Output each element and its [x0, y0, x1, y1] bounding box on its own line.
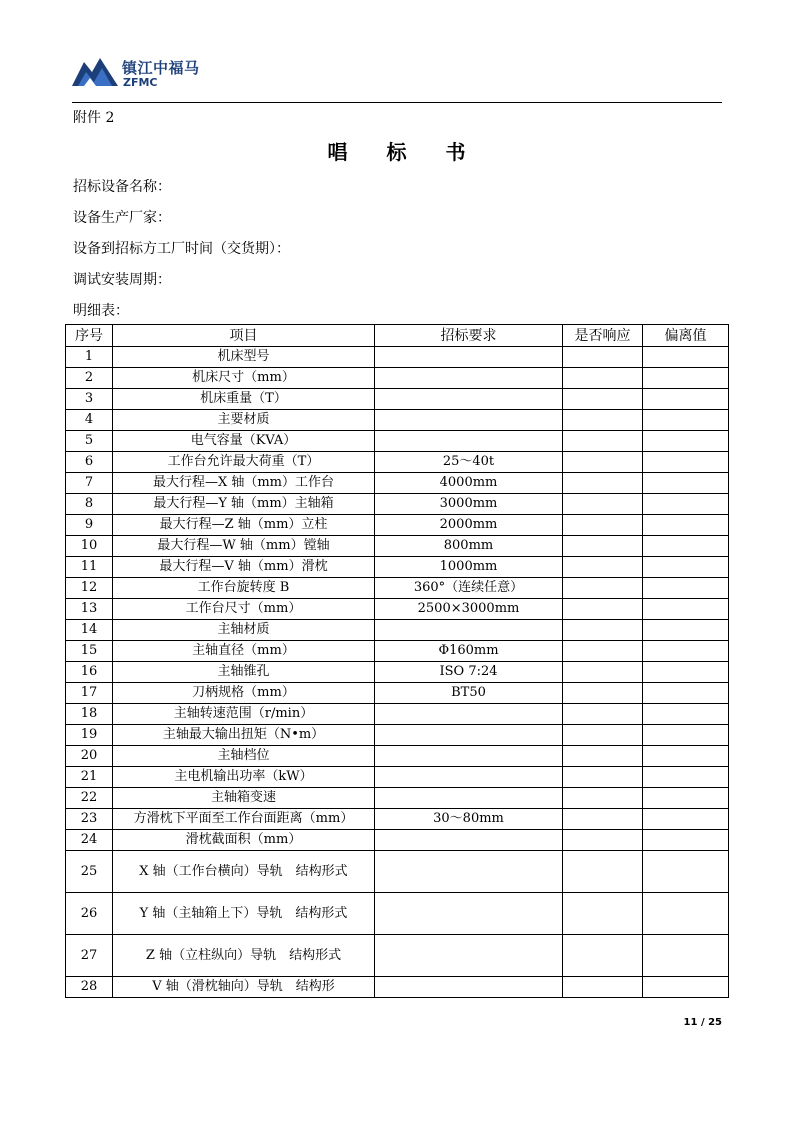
table-row [66, 599, 729, 620]
row-response-cell [563, 578, 643, 599]
table-row [66, 977, 729, 998]
table-row [66, 767, 729, 788]
row-deviation-cell [643, 620, 729, 641]
table-row [66, 662, 729, 683]
table-row [66, 935, 729, 977]
header-divider [72, 102, 722, 103]
table-row [66, 536, 729, 557]
row-deviation-cell [643, 578, 729, 599]
row-requirement-cell [375, 704, 563, 725]
row-response-cell [563, 935, 643, 977]
table-row [66, 725, 729, 746]
table-row [66, 557, 729, 578]
field-installation-period: 调试安装周期： [73, 272, 171, 288]
row-requirement-cell [375, 977, 563, 998]
table-body [66, 347, 729, 998]
row-deviation-cell [643, 809, 729, 830]
table-row [66, 515, 729, 536]
row-number-cell: 15 [66, 641, 113, 662]
row-response-cell [563, 515, 643, 536]
row-response-cell [563, 851, 643, 893]
row-requirement-cell: 30～80mm [375, 809, 563, 830]
row-number-cell: 6 [66, 452, 113, 473]
row-requirement-cell [375, 893, 563, 935]
row-response-cell [563, 830, 643, 851]
row-response-cell [563, 809, 643, 830]
table-row [66, 494, 729, 515]
row-number-cell: 25 [66, 851, 113, 893]
row-number-cell: 20 [66, 746, 113, 767]
row-response-cell [563, 410, 643, 431]
row-item-cell: 最大行程—V 轴（mm）滑枕 [113, 557, 375, 578]
field-equipment-name: 招标设备名称： [73, 179, 171, 195]
row-requirement-cell [375, 767, 563, 788]
row-response-cell [563, 746, 643, 767]
row-requirement-cell: 1000mm [375, 557, 563, 578]
row-item-cell: 主轴转速范围（r/min） [113, 704, 375, 725]
row-requirement-cell: 3000mm [375, 494, 563, 515]
page-number: 11 / 25 [683, 1017, 722, 1028]
row-deviation-cell [643, 746, 729, 767]
table-row [66, 704, 729, 725]
row-number-cell: 3 [66, 389, 113, 410]
row-deviation-cell [643, 767, 729, 788]
field-manufacturer: 设备生产厂家： [73, 210, 171, 226]
row-number-cell: 10 [66, 536, 113, 557]
row-item-cell: 最大行程—X 轴（mm）工作台 [113, 473, 375, 494]
row-number-cell: 17 [66, 683, 113, 704]
row-number-cell: 13 [66, 599, 113, 620]
header-requirement: 招标要求 [375, 325, 563, 347]
row-number-cell: 4 [66, 410, 113, 431]
table-row [66, 368, 729, 389]
row-requirement-cell: 2500×3000mm [375, 599, 563, 620]
row-number-cell: 19 [66, 725, 113, 746]
table-row [66, 830, 729, 851]
row-requirement-cell [375, 746, 563, 767]
row-response-cell [563, 977, 643, 998]
row-number-cell: 5 [66, 431, 113, 452]
row-number-cell: 16 [66, 662, 113, 683]
header-item: 项目 [113, 325, 375, 347]
row-requirement-cell: 360°（连续任意） [375, 578, 563, 599]
table-row [66, 620, 729, 641]
table-row [66, 746, 729, 767]
row-deviation-cell [643, 662, 729, 683]
row-deviation-cell [643, 515, 729, 536]
row-requirement-cell [375, 725, 563, 746]
table-header-row [66, 325, 729, 347]
row-requirement-cell [375, 431, 563, 452]
row-response-cell [563, 641, 643, 662]
row-requirement-cell: ISO 7:24 [375, 662, 563, 683]
row-item-cell: V 轴（滑枕轴向）导轨 结构形 [113, 977, 375, 998]
row-requirement-cell: 4000mm [375, 473, 563, 494]
table-row [66, 473, 729, 494]
row-number-cell: 27 [66, 935, 113, 977]
row-deviation-cell [643, 830, 729, 851]
row-response-cell [563, 704, 643, 725]
row-deviation-cell [643, 389, 729, 410]
row-requirement-cell: 800mm [375, 536, 563, 557]
row-requirement-cell: 2000mm [375, 515, 563, 536]
row-requirement-cell [375, 935, 563, 977]
row-deviation-cell [643, 704, 729, 725]
row-item-cell: 电气容量（KVA） [113, 431, 375, 452]
row-item-cell: 刀柄规格（mm） [113, 683, 375, 704]
mountain-logo-icon [72, 56, 118, 86]
row-requirement-cell [375, 830, 563, 851]
row-response-cell [563, 662, 643, 683]
specification-table [65, 324, 729, 998]
row-deviation-cell [643, 410, 729, 431]
row-deviation-cell [643, 536, 729, 557]
row-item-cell: 主轴材质 [113, 620, 375, 641]
row-item-cell: 主轴箱变速 [113, 788, 375, 809]
row-item-cell: 工作台旋转度 B [113, 578, 375, 599]
row-number-cell: 2 [66, 368, 113, 389]
row-item-cell: 最大行程—W 轴（mm）镗轴 [113, 536, 375, 557]
row-response-cell [563, 347, 643, 368]
row-number-cell: 8 [66, 494, 113, 515]
row-deviation-cell [643, 788, 729, 809]
document-title: 唱 标 书 [327, 140, 482, 164]
row-deviation-cell [643, 557, 729, 578]
table-row [66, 893, 729, 935]
row-deviation-cell [643, 725, 729, 746]
row-deviation-cell [643, 599, 729, 620]
row-response-cell [563, 725, 643, 746]
table-row [66, 410, 729, 431]
row-item-cell: 主轴档位 [113, 746, 375, 767]
row-number-cell: 28 [66, 977, 113, 998]
row-deviation-cell [643, 347, 729, 368]
row-response-cell [563, 473, 643, 494]
row-item-cell: 方滑枕下平面至工作台面距离（mm） [113, 809, 375, 830]
row-deviation-cell [643, 494, 729, 515]
row-response-cell [563, 683, 643, 704]
row-requirement-cell [375, 620, 563, 641]
row-item-cell: 主轴直径（mm） [113, 641, 375, 662]
row-number-cell: 26 [66, 893, 113, 935]
row-response-cell [563, 557, 643, 578]
table-row [66, 431, 729, 452]
table-row [66, 578, 729, 599]
row-item-cell: 主要材质 [113, 410, 375, 431]
row-item-cell: 机床尺寸（mm） [113, 368, 375, 389]
row-number-cell: 18 [66, 704, 113, 725]
row-deviation-cell [643, 473, 729, 494]
table-row [66, 641, 729, 662]
table-row [66, 851, 729, 893]
row-item-cell: 工作台尺寸（mm） [113, 599, 375, 620]
field-detail-list: 明细表： [73, 303, 129, 319]
row-response-cell [563, 893, 643, 935]
table-row [66, 788, 729, 809]
row-number-cell: 9 [66, 515, 113, 536]
row-response-cell [563, 620, 643, 641]
row-item-cell: Z 轴（立柱纵向）导轨 结构形式 [113, 935, 375, 977]
field-delivery-time: 设备到招标方工厂时间（交货期）： [73, 241, 290, 257]
row-item-cell: Y 轴（主轴箱上下）导轨 结构形式 [113, 893, 375, 935]
row-response-cell [563, 389, 643, 410]
row-item-cell: 主电机输出功率（kW） [113, 767, 375, 788]
row-requirement-cell: Φ160mm [375, 641, 563, 662]
row-requirement-cell [375, 389, 563, 410]
row-requirement-cell [375, 410, 563, 431]
row-response-cell [563, 494, 643, 515]
row-item-cell: 机床重量（T） [113, 389, 375, 410]
table-row [66, 452, 729, 473]
row-number-cell: 1 [66, 347, 113, 368]
row-item-cell: 工作台允许最大荷重（T） [113, 452, 375, 473]
row-number-cell: 24 [66, 830, 113, 851]
table-row [66, 683, 729, 704]
row-requirement-cell: 25～40t [375, 452, 563, 473]
row-response-cell [563, 536, 643, 557]
logo-chinese-name: 镇江中福马 [122, 59, 200, 77]
header-no: 序号 [66, 325, 113, 347]
row-number-cell: 23 [66, 809, 113, 830]
row-number-cell: 14 [66, 620, 113, 641]
row-deviation-cell [643, 431, 729, 452]
row-item-cell: 最大行程—Y 轴（mm）主轴箱 [113, 494, 375, 515]
row-number-cell: 12 [66, 578, 113, 599]
header-response: 是否响应 [563, 325, 643, 347]
row-response-cell [563, 452, 643, 473]
row-deviation-cell [643, 452, 729, 473]
table-row [66, 347, 729, 368]
attachment-label: 附件 2 [73, 110, 115, 126]
row-deviation-cell [643, 935, 729, 977]
row-requirement-cell [375, 851, 563, 893]
row-number-cell: 7 [66, 473, 113, 494]
row-item-cell: 机床型号 [113, 347, 375, 368]
row-deviation-cell [643, 977, 729, 998]
row-requirement-cell: BT50 [375, 683, 563, 704]
row-item-cell: X 轴（工作台横向）导轨 结构形式 [113, 851, 375, 893]
row-requirement-cell [375, 368, 563, 389]
row-item-cell: 最大行程—Z 轴（mm）立柱 [113, 515, 375, 536]
row-item-cell: 主轴最大输出扭矩（N•m） [113, 725, 375, 746]
row-deviation-cell [643, 368, 729, 389]
table-row [66, 809, 729, 830]
row-requirement-cell [375, 788, 563, 809]
row-item-cell: 主轴锥孔 [113, 662, 375, 683]
row-number-cell: 22 [66, 788, 113, 809]
row-deviation-cell [643, 641, 729, 662]
row-response-cell [563, 368, 643, 389]
row-deviation-cell [643, 683, 729, 704]
row-response-cell [563, 599, 643, 620]
row-requirement-cell [375, 347, 563, 368]
row-number-cell: 21 [66, 767, 113, 788]
header-deviation: 偏离值 [643, 325, 729, 347]
row-response-cell [563, 767, 643, 788]
logo-english-name: ZFMC [123, 76, 158, 89]
row-response-cell [563, 788, 643, 809]
table-row [66, 389, 729, 410]
row-number-cell: 11 [66, 557, 113, 578]
row-item-cell: 滑枕截面积（mm） [113, 830, 375, 851]
row-response-cell [563, 431, 643, 452]
row-deviation-cell [643, 851, 729, 893]
company-logo [72, 54, 222, 90]
row-deviation-cell [643, 893, 729, 935]
